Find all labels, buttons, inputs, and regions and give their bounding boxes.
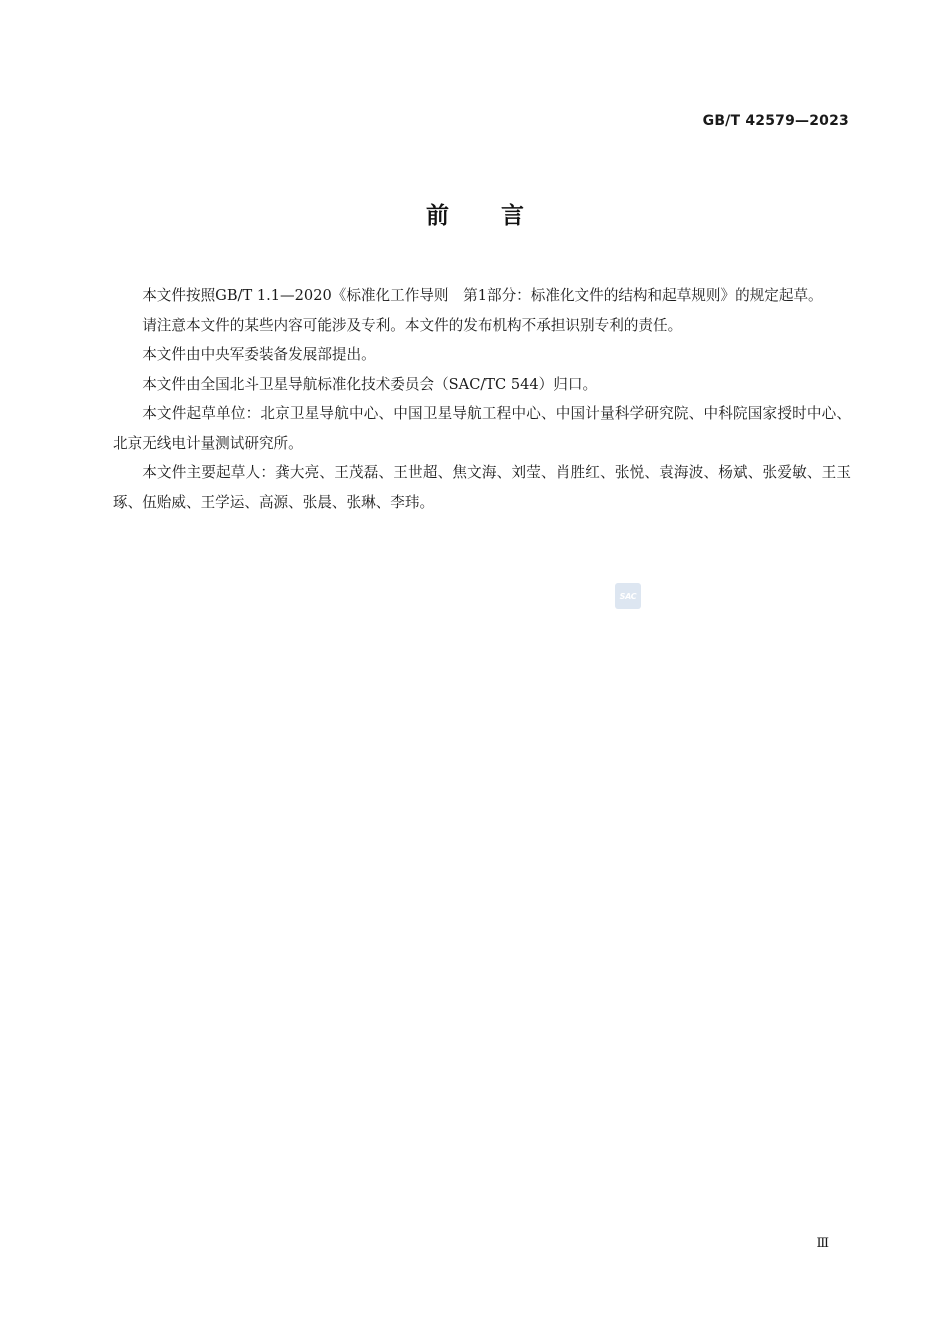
page-title: 前言 bbox=[426, 203, 576, 229]
standard-code: GB/T 42579—2023 bbox=[702, 113, 849, 129]
paragraph-patent-notice: 请注意本文件的某些内容可能涉及专利。本文件的发布机构不承担识别专利的责任。 bbox=[142, 316, 683, 334]
paragraph-drafting-rules: 本文件按照GB/T 1.1—2020《标准化工作导则 第1部分：标准化文件的结构和起草规则》的规定起草。 bbox=[142, 287, 823, 304]
paragraph-technical-committee: 本文件由全国北斗卫星导航标准化技术委员会（SAC/TC 544）归口。 bbox=[142, 375, 598, 393]
paragraph-drafters: 本文件主要起草人：龚大亮、王茂磊、王世超、焦文海、刘莹、肖胜红、张悦、袁海波、杨斌、张爱敏、王玉琢、伍贻威、王学运、高源、张晨、张琳、李玮。 bbox=[113, 464, 851, 511]
page-number: Ⅲ bbox=[816, 1236, 829, 1251]
paragraph-proposer: 本文件由中央军委装备发展部提出。 bbox=[142, 346, 376, 363]
document-body bbox=[113, 281, 851, 517]
sac-watermark-logo: SAC bbox=[615, 583, 641, 609]
paragraph-drafting-units: 本文件起草单位：北京卫星导航中心、中国卫星导航工程中心、中国计量科学研究院、中科院国家授时中心、北京无线电计量测试研究所。 bbox=[113, 405, 851, 452]
